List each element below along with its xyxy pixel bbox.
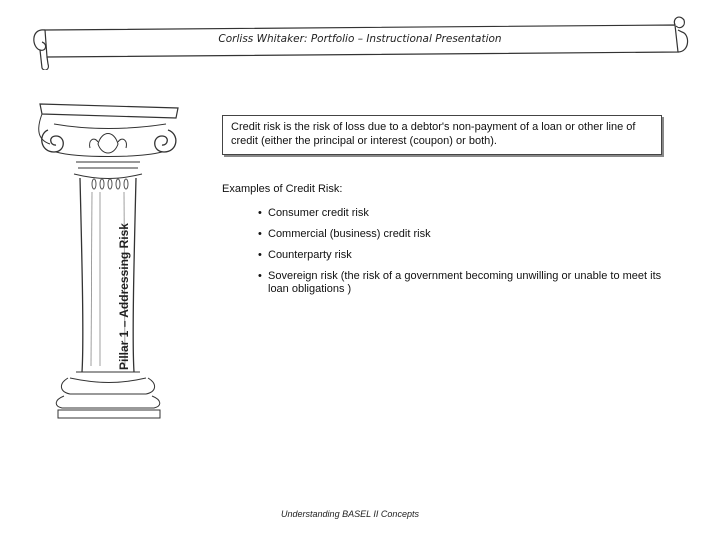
- list-item: • Consumer credit risk: [258, 207, 369, 219]
- footer-caption: Understanding BASEL II Concepts: [281, 509, 419, 519]
- list-item: • Sovereign risk (the risk of a government becoming unwilling or unable to meet its loan obligations ): [258, 270, 662, 295]
- bullet-icon: •: [258, 249, 262, 261]
- examples-list: [258, 207, 678, 304]
- bullet-icon: •: [258, 270, 262, 282]
- pillar-icon: [28, 100, 188, 520]
- bullet-icon: •: [258, 228, 262, 240]
- pillar-label: Pillar 1 – Addressing Risk: [117, 223, 131, 370]
- list-item: • Commercial (business) credit risk: [258, 228, 431, 240]
- credit-risk-definition: Credit risk is the risk of loss due to a debtor's non-payment of a loan or other line of credit (either the principal or interest (coupon) or both).: [222, 115, 662, 155]
- examples-title: Examples of Credit Risk:: [222, 183, 343, 195]
- banner-title: Corliss Whitaker: Portfolio – Instructional Presentation: [218, 33, 502, 45]
- list-item: • Counterparty risk: [258, 249, 352, 261]
- bullet-icon: •: [258, 207, 262, 219]
